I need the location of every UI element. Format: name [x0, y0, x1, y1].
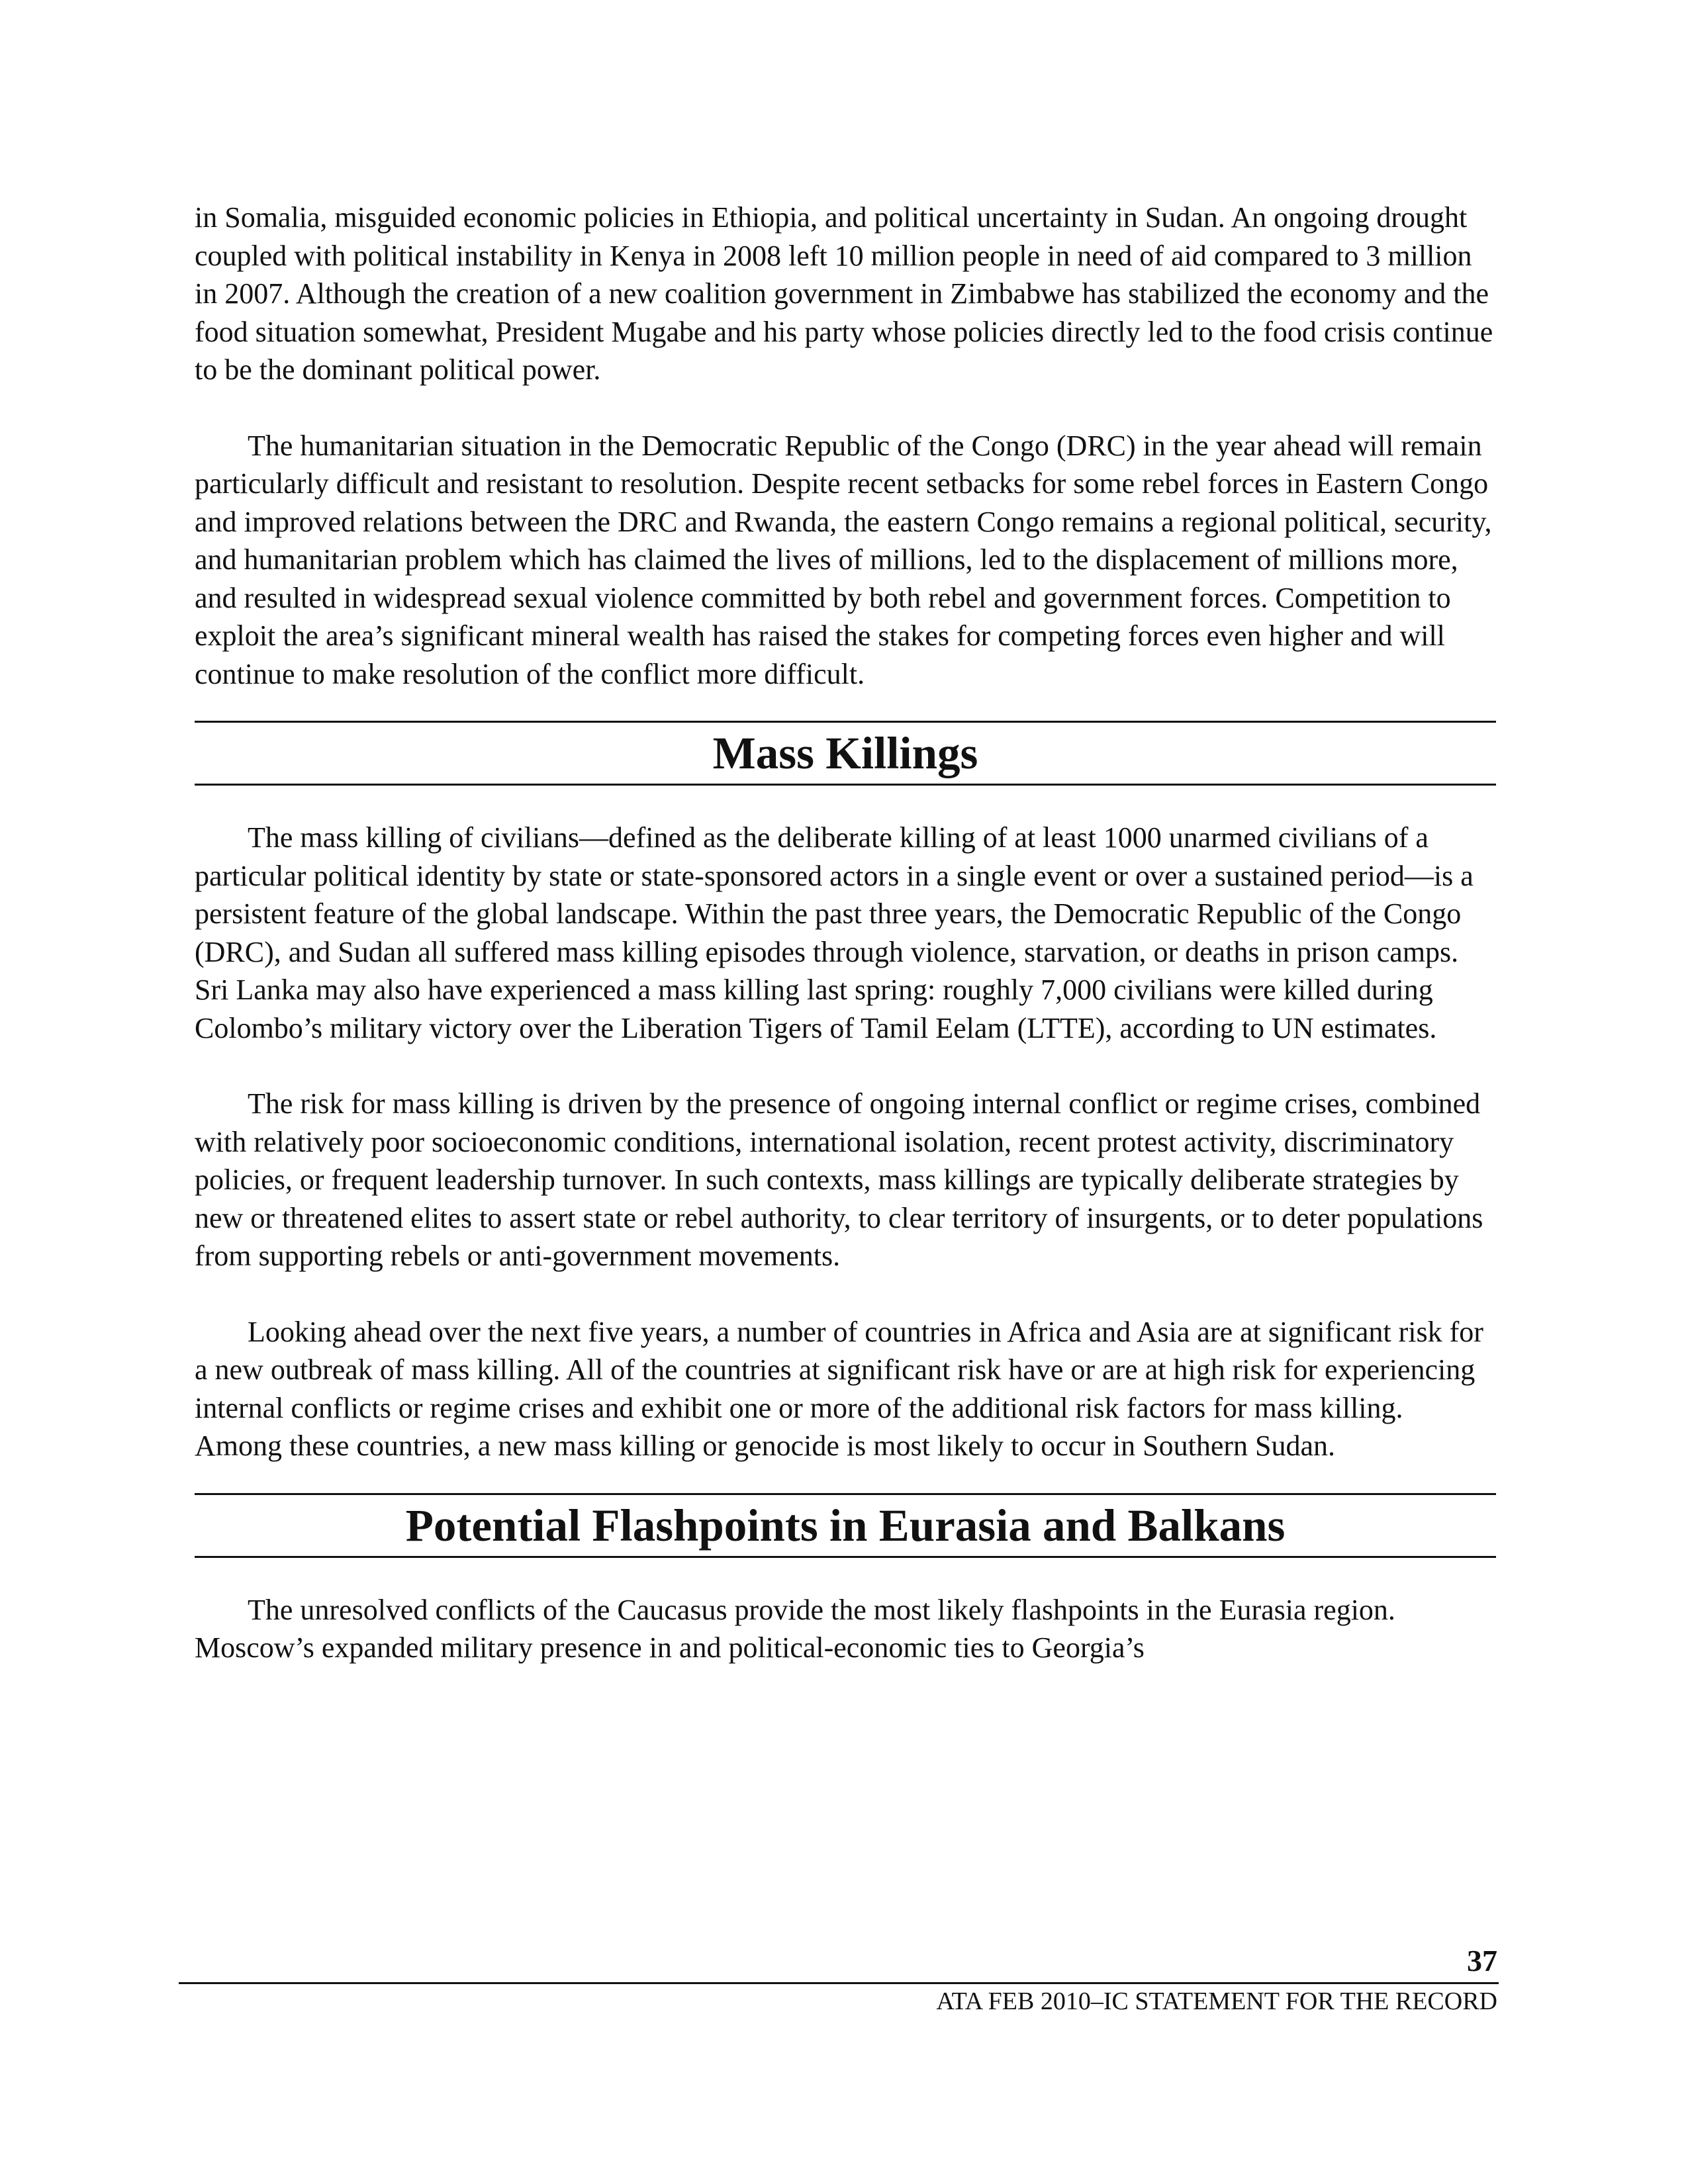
page-footer	[179, 1942, 1499, 2019]
document-page	[195, 199, 1496, 1667]
section-heading-eurasia-balkans: Potential Flashpoints in Eurasia and Balkans	[195, 1493, 1496, 1558]
section-heading-mass-killings: Mass Killings	[195, 721, 1496, 786]
paragraph-mass-killing-definition: The mass killing of civilians—defined as the deliberate killing of at least 1000 unarmed civilians of a particular political identity by state or state-sponsored actors in a single event or over a sustained period—is a persistent feature of the global landscape. Within the past three years, the Democratic Republic of the Congo (DRC), and Sudan all suffered mass killing episodes through violence, starvation, or deaths in prison camps. Sri Lanka may also have experienced a mass killing last spring: roughly 7,000 civilians were killed during Colombo’s military victory over the Liberation Tigers of Tamil Eelam (LTTE), according to UN estimates.	[195, 821, 1474, 1044]
paragraph-intro-continuation: in Somalia, misguided economic policies in Ethiopia, and political uncertainty in Sudan. An ongoing drought coupled with political instability in Kenya in 2008 left 10 million people in need of aid compared to 3 million in 2007. Although the creation of a new coalition government in Zimbabwe has stabilized the economy and the food situation somewhat, President Mugabe and his party whose policies directly led to the food crisis continue to be the dominant political power.	[195, 201, 1493, 386]
footer-running-title: ATA FEB 2010–IC STATEMENT FOR THE RECORD	[936, 1987, 1497, 2015]
paragraph-caucasus-flashpoints: The unresolved conflicts of the Caucasus provide the most likely flashpoints in the Eurasia region. Moscow’s expanded military presence in and political-economic ties to Georgia’s	[195, 1593, 1395, 1664]
paragraph-mass-killing-outlook: Looking ahead over the next five years, a number of countries in Africa and Asia are at significant risk for a new outbreak of mass killing. All of the countries at significant risk have or are at high risk for experiencing internal conflicts or regime crises and exhibit one or more of the additional risk factors for mass killing. Among these countries, a new mass killing or genocide is most likely to occur in Southern Sudan.	[195, 1315, 1483, 1462]
paragraph-mass-killing-risk: The risk for mass killing is driven by the presence of ongoing internal conflict or regime crises, combined with relatively poor socioeconomic conditions, international isolation, recent protest activity, discriminatory policies, or frequent leadership turnover. In such contexts, mass killings are typically deliberate strategies by new or threatened elites to assert state or rebel authority, to clear territory of insurgents, or to deter populations from supporting rebels or anti-government movements.	[195, 1087, 1483, 1272]
page-number: 37	[1467, 1944, 1497, 1978]
paragraph-drc-humanitarian: The humanitarian situation in the Democratic Republic of the Congo (DRC) in the year ahead will remain particularly difficult and resistant to resolution. Despite recent setbacks for some rebel forces in Eastern Congo and improved relations between the DRC and Rwanda, the eastern Congo remains a regional political, security, and humanitarian problem which has claimed the lives of millions, led to the displacement of millions more, and resulted in widespread sexual violence committed by both rebel and government forces. Competition to exploit the area’s significant mineral wealth has raised the stakes for competing forces even higher and will continue to make resolution of the conflict more difficult.	[195, 429, 1492, 690]
